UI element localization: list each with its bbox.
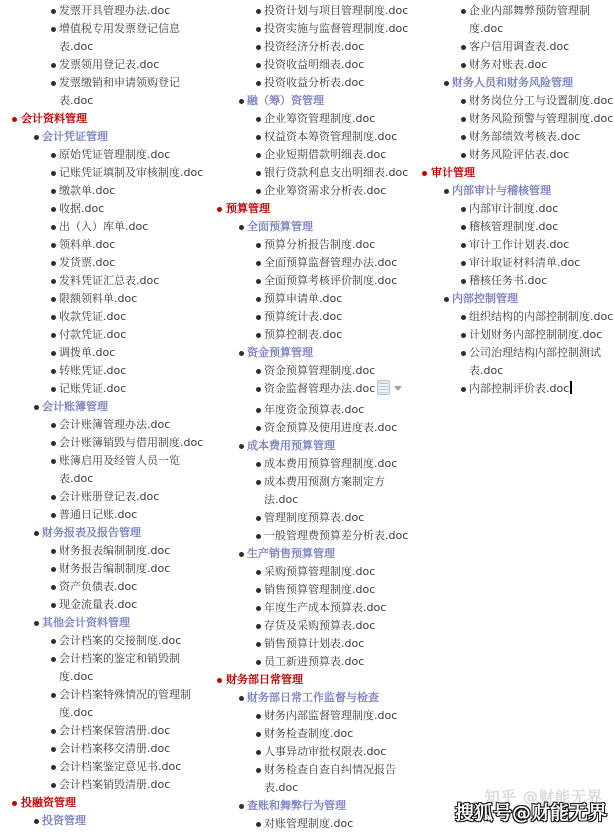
doc-tree [205,2,410,833]
doc-item [0,632,205,650]
item-label: 成本费用预测方案制定方法.doc [264,475,385,506]
item-label: 其他会计资料管理 [42,616,130,629]
item-label: 转账凭证.doc [59,364,127,377]
item-label: 财务风险评估表.doc [469,148,570,161]
doc-item [205,581,410,599]
item-label: 企业筹资管理制度.doc [264,112,376,125]
item-label: 组织结构的内部控制制度.doc [469,310,614,323]
item-label: 企业筹资需求分析表.doc [264,184,387,197]
doc-item [0,182,205,200]
doc-item [0,758,205,776]
item-label: 预算统计表.doc [264,310,343,323]
item-label: 审计管理 [431,166,475,179]
item-label: 预算管理 [226,202,270,215]
doc-item [205,455,410,473]
item-label: 对账管理制度.doc [264,817,354,830]
doc-item [410,92,614,110]
item-label: 会计档案销毁清册.doc [59,778,171,791]
subcategory-item [205,344,410,362]
item-label: 缴款单.doc [59,184,116,197]
item-label: 员工新进预算表.doc [264,655,365,668]
doc-item [205,743,410,761]
doc-item [205,473,410,509]
item-label: 会计账簿销毁与借用制度.doc [59,436,204,449]
doc-item [0,650,205,686]
item-label: 权益资本筹资管理制度.doc [264,130,398,143]
item-label: 调拨单.doc [59,346,116,359]
item-label: 财务人员和财务风险管理 [452,76,573,89]
doc-item [205,110,410,128]
item-label: 稽核任务书.doc [469,274,548,287]
doc-item [205,236,410,254]
doc-item [0,218,205,236]
subcategory-item [0,614,205,632]
column-middle [205,0,410,833]
doc-item [205,635,410,653]
item-label: 投资计划与项目管理制度.doc [264,4,409,17]
item-label: 资金预算及使用进度表.doc [264,421,398,434]
item-label: 会计凭证管理 [42,130,108,143]
text-caret [570,381,572,394]
subcategory-item [410,290,614,308]
doc-item [0,272,205,290]
subcategory-item [205,92,410,110]
doc-item [0,146,205,164]
item-label: 资金预算管理制度.doc [264,364,376,377]
item-label: 会计档案特殊情况的管理制度.doc [59,688,191,719]
item-label: 现金流量表.doc [59,598,138,611]
doc-item [410,308,614,326]
doc-item [410,326,614,344]
item-label: 原始凭证管理制度.doc [59,148,171,161]
item-label: 预算分析报告制度.doc [264,238,376,251]
doc-item [205,509,410,527]
doc-item [205,362,410,380]
item-label: 会计档案保管清册.doc [59,724,171,737]
doc-item [205,707,410,725]
item-label: 会计档案的交接制度.doc [59,634,182,647]
item-label: 投资经济分析表.doc [264,40,365,53]
doc-item [0,344,205,362]
doc-item [205,74,410,92]
doc-item [205,401,410,419]
item-label: 发票开具管理办法.doc [59,4,171,17]
doc-item [205,725,410,743]
item-label: 资金监督管理办法.doc [264,382,376,395]
doc-item [205,56,410,74]
doc-item [0,56,205,74]
item-label: 财务对账表.doc [469,58,548,71]
sohu-watermark: 搜狐号@财能无界 [454,802,607,824]
item-label: 记账凭证填制及审核制度.doc [59,166,204,179]
item-label: 预算控制表.doc [264,328,343,341]
item-label: 财务检查制度.doc [264,727,354,740]
item-label: 预算申请单.doc [264,292,343,305]
doc-item [410,110,614,128]
item-label: 会计账簿管理办法.doc [59,418,171,431]
item-label: 融（筹）资管理 [247,94,324,107]
item-label: 增值税专用发票登记信息表.doc [59,22,180,53]
item-label: 内部审计与稽核管理 [452,184,551,197]
doc-tree [410,2,614,398]
item-label: 计划财务内部控制制度.doc [469,328,603,341]
column-right [410,0,614,398]
doc-item [0,200,205,218]
item-label: 财务部日常管理 [226,673,303,686]
item-label: 内部控制评价表.doc [469,382,570,395]
item-label: 发货票.doc [59,256,116,269]
item-label: 销售预算管理制度.doc [264,583,376,596]
doc-item [0,542,205,560]
doc-item [205,308,410,326]
doc-object-icon [377,380,390,395]
item-label: 出（入）库单.doc [59,220,149,233]
category-item [205,200,410,218]
doc-item [0,236,205,254]
item-label: 人事异动审批权限表.doc [264,745,387,758]
doc-item [410,200,614,218]
item-label: 发料凭证汇总表.doc [59,274,160,287]
inline-object-button[interactable] [377,380,402,401]
item-label: 成本费用预算管理制度.doc [264,457,398,470]
doc-item [0,452,205,488]
doc-item [0,254,205,272]
category-item [0,110,205,128]
doc-item [0,326,205,344]
doc-item [0,560,205,578]
item-label: 内部控制管理 [452,292,518,305]
item-label: 财务报表及报告管理 [42,526,141,539]
doc-item [0,74,205,110]
item-label: 采购预算管理制度.doc [264,565,376,578]
doc-item [205,272,410,290]
doc-item [0,596,205,614]
item-label: 财务部绩效考核表.doc [469,130,581,143]
doc-item [410,146,614,164]
item-label: 稽核管理制度.doc [469,220,559,233]
doc-item [205,38,410,56]
item-label: 收款凭证.doc [59,310,127,323]
doc-item [205,164,410,182]
item-label: 会计账簿管理 [42,400,108,413]
doc-item [205,146,410,164]
zhihu-watermark: 知乎 @财能无界 [484,788,603,806]
item-label: 财务内部监督管理制度.doc [264,709,398,722]
item-label: 资金预算管理 [247,346,313,359]
item-label: 销售预算计划表.doc [264,637,365,650]
item-label: 内部审计制度.doc [469,202,559,215]
item-label: 一般管理费预算差分析表.doc [264,529,409,542]
doc-item [0,488,205,506]
item-label: 投资管理 [42,814,86,827]
column-left [0,0,205,830]
doc-item [205,380,410,401]
doc-item [205,563,410,581]
item-label: 客户信用调查表.doc [469,40,570,53]
item-label: 投资收益分析表.doc [264,76,365,89]
item-label: 会计档案移交清册.doc [59,742,171,755]
item-label: 公司治理结构内部控制测试表.doc [469,346,601,377]
item-label: 财务报表编制制度.doc [59,544,171,557]
item-label: 会计档案鉴定意见书.doc [59,760,182,773]
doc-item [205,617,410,635]
item-label: 收据.doc [59,202,105,215]
item-label: 年度资金预算表.doc [264,403,365,416]
item-label: 会计档案的鉴定和销毁制度.doc [59,652,180,683]
item-label: 年度生产成本预算表.doc [264,601,387,614]
item-label: 查账和舞弊行为管理 [247,799,346,812]
item-label: 普通日记账.doc [59,508,138,521]
item-label: 账簿启用及经管人员一览表.doc [59,454,180,485]
item-label: 付款凭证.doc [59,328,127,341]
subcategory-item [0,524,205,542]
item-label: 发票缴销和申请领购登记表.doc [59,76,180,107]
doc-item [410,254,614,272]
doc-item [205,2,410,20]
doc-item [205,182,410,200]
item-label: 全面预算管理 [247,220,313,233]
item-label: 企业内部舞弊预防管理制度.doc [469,4,590,35]
subcategory-item [205,545,410,563]
item-label: 全面预算考核评价制度.doc [264,274,398,287]
item-label: 会计账册登记表.doc [59,490,160,503]
doc-item [0,434,205,452]
chevron-down-icon [394,386,402,391]
item-label: 财务风险预警与管理制度.doc [469,112,614,125]
item-label: 管理制度预算表.doc [264,511,365,524]
doc-item [205,527,410,545]
doc-item [205,815,410,833]
doc-item [0,686,205,722]
doc-item [0,20,205,56]
doc-item [205,290,410,308]
doc-item [205,419,410,437]
doc-item [205,20,410,38]
doc-item [0,578,205,596]
doc-item [410,344,614,380]
item-label: 投资收益明细表.doc [264,58,365,71]
doc-tree [0,2,205,830]
item-label: 审计取证材料清单.doc [469,256,581,269]
doc-item [205,254,410,272]
doc-item [410,380,614,398]
doc-item [410,56,614,74]
category-item [205,671,410,689]
doc-item [0,2,205,20]
item-label: 生产销售预算管理 [247,547,335,560]
doc-item [0,164,205,182]
doc-item [410,2,614,38]
item-label: 会计资料管理 [21,112,87,125]
doc-item [0,380,205,398]
doc-item [205,761,410,797]
item-label: 银行贷款利息支出明细表.doc [264,166,409,179]
item-label: 成本费用预算管理 [247,439,335,452]
subcategory-item [0,398,205,416]
subcategory-item [410,182,614,200]
subcategory-item [410,74,614,92]
category-item [0,794,205,812]
subcategory-item [0,128,205,146]
item-label: 记账凭证.doc [59,382,127,395]
doc-item [410,128,614,146]
subcategory-item [205,689,410,707]
item-label: 财务岗位分工与设置制度.doc [469,94,614,107]
subcategory-item [205,218,410,236]
item-label: 全面预算监督管理办法.doc [264,256,398,269]
item-label: 财务检查自查自纠情况报告表.doc [264,763,396,794]
doc-item [205,599,410,617]
item-label: 财务报告编制制度.doc [59,562,171,575]
doc-item [410,272,614,290]
item-label: 投融资管理 [21,796,76,809]
item-label: 限额领料单.doc [59,292,138,305]
item-label: 企业短期借款明细表.doc [264,148,387,161]
item-label: 投资实施与监督管理制度.doc [264,22,409,35]
doc-item [205,128,410,146]
doc-item [0,722,205,740]
doc-item [205,653,410,671]
doc-item [0,362,205,380]
doc-item [0,416,205,434]
doc-item [205,326,410,344]
item-label: 资产负债表.doc [59,580,138,593]
doc-item [0,506,205,524]
doc-item [0,776,205,794]
subcategory-item [0,812,205,830]
item-label: 领料单.doc [59,238,116,251]
doc-item [0,740,205,758]
doc-item [0,290,205,308]
doc-item [410,38,614,56]
category-item [410,164,614,182]
item-label: 财务部日常工作监督与检查 [247,691,379,704]
subcategory-item [205,797,410,815]
doc-item [410,218,614,236]
item-label: 审计工作计划表.doc [469,238,570,251]
doc-item [0,308,205,326]
item-label: 发票领用登记表.doc [59,58,160,71]
doc-item [410,236,614,254]
item-label: 存货及采购预算表.doc [264,619,376,632]
subcategory-item [205,437,410,455]
